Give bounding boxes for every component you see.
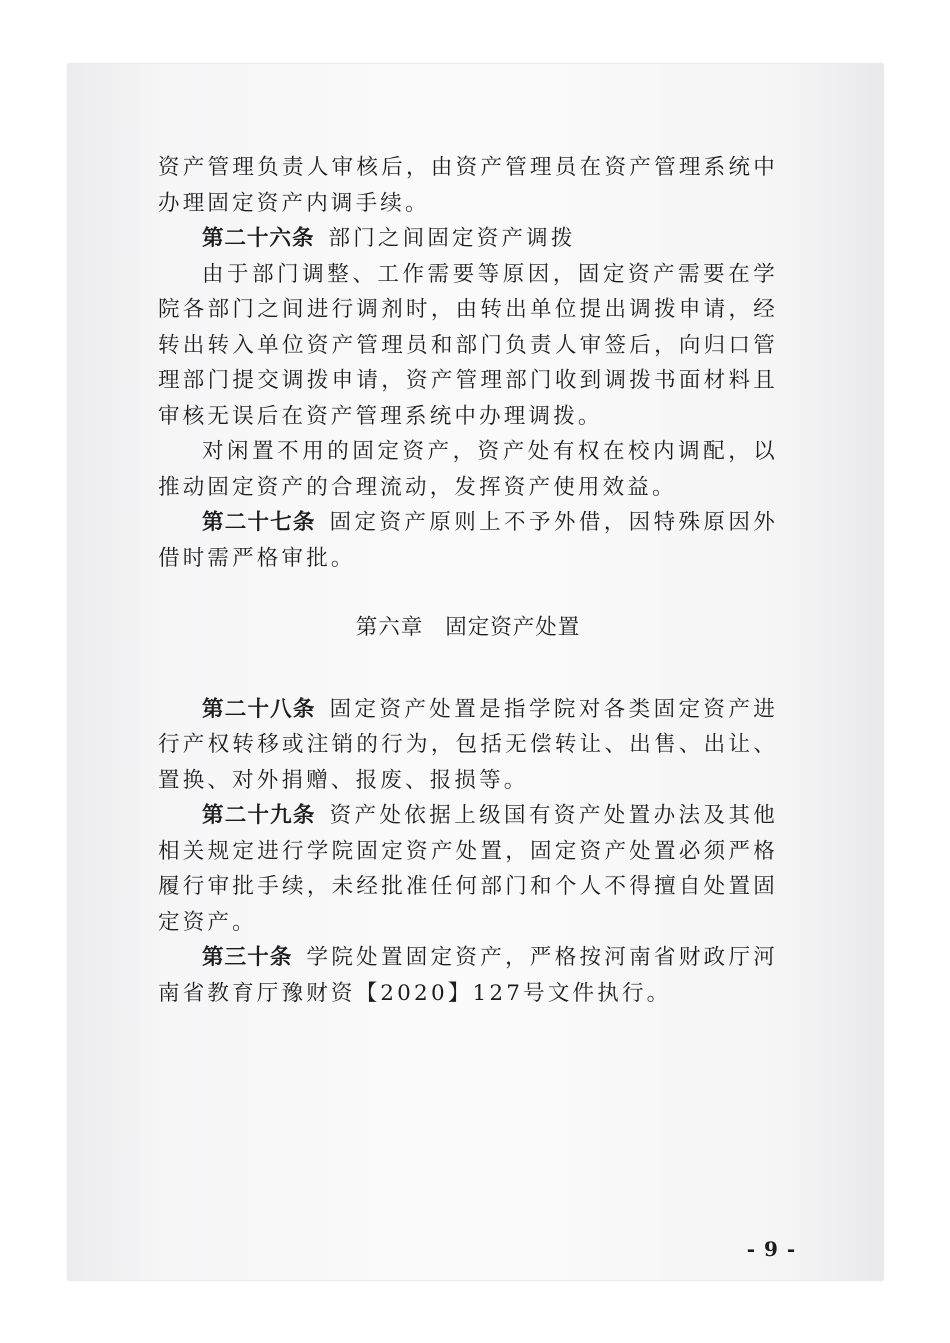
article-30-text: 学院处置固定资产，严格按河南省财政厅河南省教育厅豫财资【2020】127号文件执行。 (158, 945, 778, 1006)
page-number-wrap (68, 1237, 883, 1261)
article-30 (158, 940, 778, 1011)
paragraph-continuation: 资产管理负责人审核后，由资产管理员在资产管理系统中办理固定资产内调手续。 (158, 155, 778, 216)
article-26-paragraph: 由于部门调整、工作需要等原因，固定资产需要在学院各部门之间进行调剂时，由转出单位提出调拨申请，经转出转入单位资产管理员和部门负责人审签后，向归口管理部门提交调拨申请，资产管理部门收到调拨书面材料且审核无误后在资产管理系统中办理调拨。 (158, 261, 778, 429)
article-26-title: 部门之间固定资产调拨 (328, 226, 576, 251)
article-26-paragraph-2: 对闲置不用的固定资产，资产处有权在校内调配，以推动固定资产的合理流动，发挥资产使用效益。 (158, 439, 778, 500)
article-30-label: 第三十条 (202, 945, 293, 970)
article-28 (158, 692, 778, 799)
article-29 (158, 798, 778, 940)
page-number: - 9 - (746, 1237, 797, 1261)
article-28-label: 第二十八条 (202, 696, 316, 722)
chapter-heading (158, 610, 778, 646)
article-28-text: 固定资产处置是指学院对各类固定资产进行产权转移或注销的行为，包括无偿转让、出售、出让、置换、对外捐赠、报废、报损等。 (158, 696, 778, 793)
article-29-text: 资产处依据上级国有资产处置办法及其他相关规定进行学院固定资产处置，固定资产处置必须严格履行审批手续，未经批准任何部门和个人不得擅自处置固定资产。 (158, 803, 778, 935)
article-27-text: 固定资产原则上不予外借，因特殊原因外借时需严格审批。 (158, 510, 778, 571)
article-26-heading (158, 221, 778, 257)
article-27-label: 第二十七条 (202, 510, 316, 535)
article-26-label: 第二十六条 (202, 226, 315, 251)
chapter-label: 第六章 (355, 615, 424, 640)
article-27 (158, 505, 778, 576)
chapter-title: 固定资产处置 (445, 615, 581, 640)
document-page (68, 64, 883, 1280)
document-body (158, 150, 778, 1011)
article-29-label: 第二十九条 (202, 803, 316, 828)
